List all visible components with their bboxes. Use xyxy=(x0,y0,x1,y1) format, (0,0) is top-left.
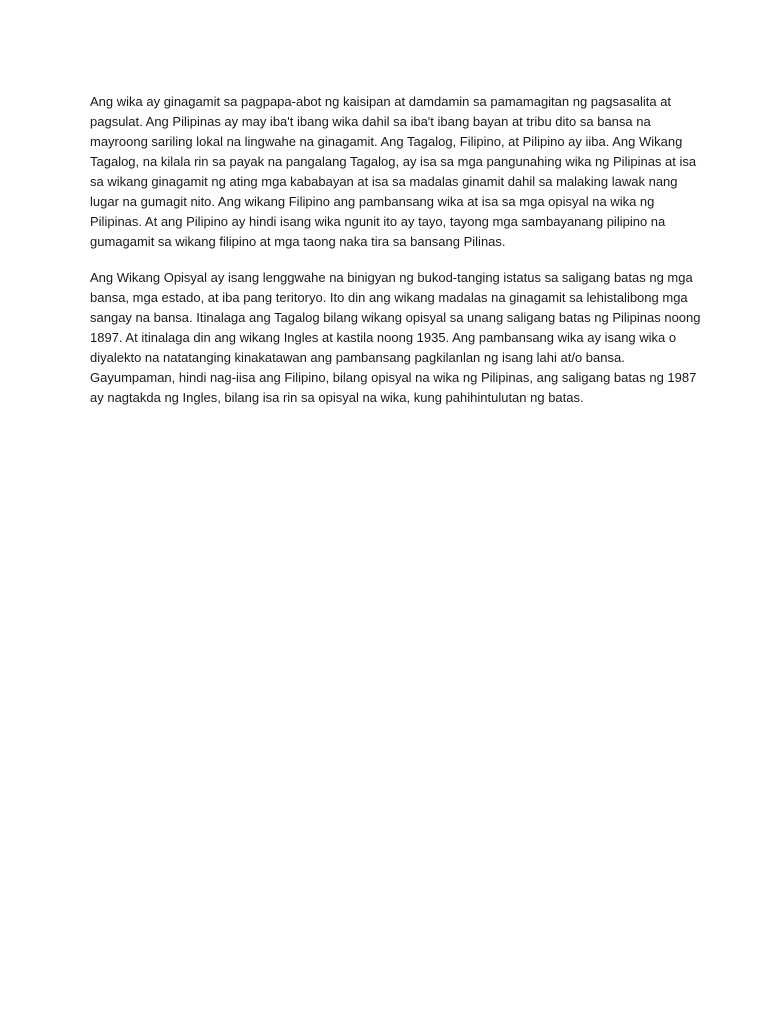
text-line: mayroong sariling lokal na lingwahe na ginagamit. Ang Tagalog, Filipino, at Pilipino ay iiba. Ang Wikang xyxy=(90,134,683,149)
text-line: Ang wika ay ginagamit sa pagpapa-abot ng kaisipan at damdamin sa pamamagitan ng pagsasalita at xyxy=(90,94,672,109)
text-line: Gayumpaman, hindi nag-iisa ang Filipino, bilang opisyal na wika ng Pilipinas, ang saligang batas ng 1987 xyxy=(90,370,697,385)
text-line: diyalekto na natatanging kinakatawan ang pambansang pagkilanlan ng isang lahi at/o bansa. xyxy=(90,350,625,365)
paragraph-2 xyxy=(90,268,701,408)
text-line: lugar na gumagit nito. Ang wikang Filipino ang pambansang wika at isa sa mga opisyal na wika ng xyxy=(90,194,655,209)
text-line: 1897. At itinalaga din ang wikang Ingles at kastila noong 1935. Ang pambansang wika ay isang wika o xyxy=(90,330,677,345)
document-body xyxy=(90,92,701,424)
text-line: bansa, mga estado, at iba pang teritoryo. Ito din ang wikang madalas na ginagamit sa lehistalibong mga xyxy=(90,290,688,305)
text-line: pagsulat. Ang Pilipinas ay may iba't ibang wika dahil sa iba't ibang bayan at tribu dito sa bansa na xyxy=(90,114,651,129)
text-line: Pilipinas. At ang Pilipino ay hindi isang wika ngunit ito ay tayo, tayong mga sambayanang pilipino na xyxy=(90,214,666,229)
text-line: sa wikang ginagamit ng ating mga kababayan at isa sa madalas ginamit dahil sa malaking lawak nang xyxy=(90,174,678,189)
text-line: sangay na bansa. Itinalaga ang Tagalog bilang wikang opisyal sa unang saligang batas ng Pilipinas noong xyxy=(90,310,701,325)
text-line: gumagamit sa wikang filipino at mga taong naka tira sa bansang Pilinas. xyxy=(90,234,506,249)
text-line: Tagalog, na kilala rin sa payak na pangalang Tagalog, ay isa sa mga pangunahing wika ng Pilipinas at isa xyxy=(90,154,697,169)
text-line: ay nagtakda ng Ingles, bilang isa rin sa opisyal na wika, kung pahihintulutan ng batas. xyxy=(90,390,584,405)
text-line: Ang Wikang Opisyal ay isang lenggwahe na binigyan ng bukod-tanging istatus sa saligang batas ng mga xyxy=(90,270,693,285)
paragraph-1 xyxy=(90,92,697,252)
